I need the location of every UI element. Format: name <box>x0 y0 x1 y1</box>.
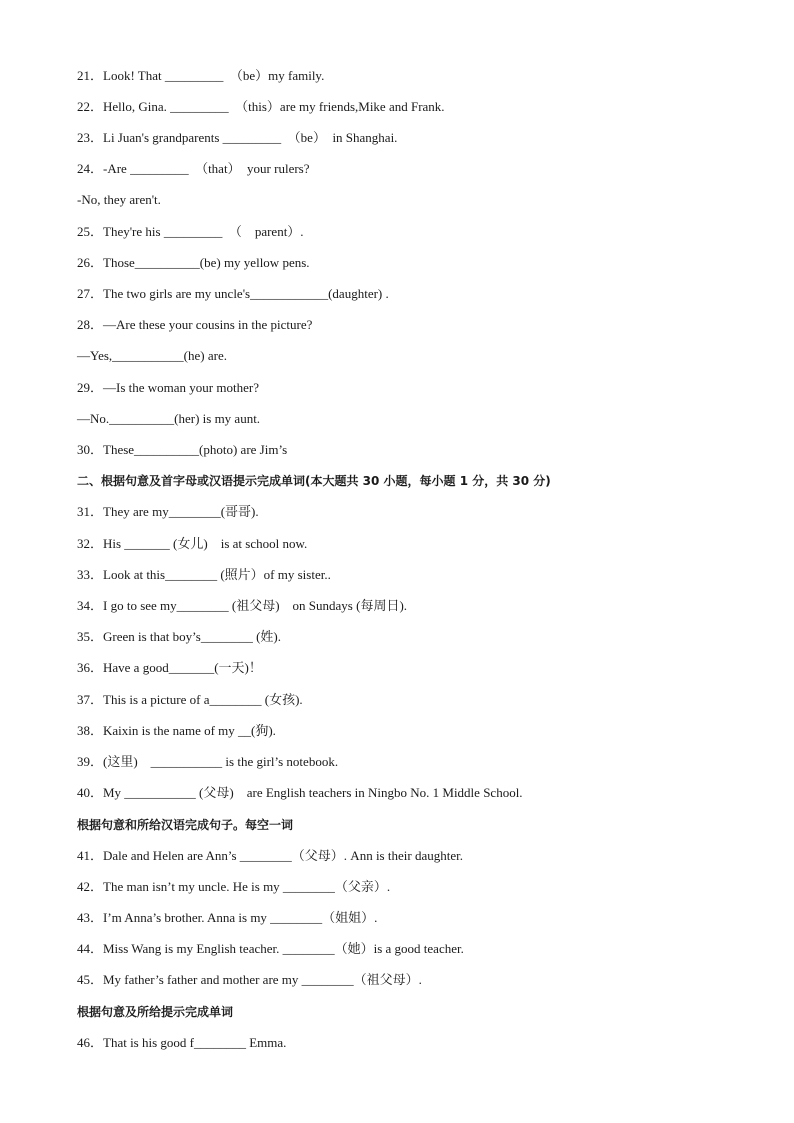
question-31: 31．They are my________(哥哥). <box>77 504 259 519</box>
question-32: 32．His _______ (女儿) is at school now. <box>77 536 308 551</box>
question-37: 37．This is a picture of a________ (女孩). <box>77 692 303 707</box>
question-24: 24．-Are _________ （that） your rulers? <box>77 161 310 176</box>
answer-24: -No, they aren't. <box>77 192 161 207</box>
question-45: 45．My father’s father and mother are my ________（祖父母）. <box>77 972 422 987</box>
section-heading-hints: 根据句意及所给提示完成单词 <box>77 1005 234 1019</box>
question-38: 38．Kaixin is the name of my __(狗). <box>77 723 276 738</box>
question-44: 44．Miss Wang is my English teacher. ________（她）is a good teacher. <box>77 941 464 956</box>
question-40: 40．My ___________ (父母) are English teachers in Ningbo No. 1 Middle School. <box>77 785 523 800</box>
question-33: 33．Look at this________ (照片）of my sister.. <box>77 567 331 582</box>
question-23: 23．Li Juan's grandparents _________ （be） in Shanghai. <box>77 130 398 145</box>
question-35: 35．Green is that boy’s________ (姓). <box>77 629 282 644</box>
question-43: 43．I’m Anna’s brother. Anna is my ________（姐姐）. <box>77 910 378 925</box>
question-42: 42．The man isn’t my uncle. He is my ________（父亲）. <box>77 879 391 894</box>
question-27: 27．The two girls are my uncle's____________(daughter) . <box>77 286 389 301</box>
question-39: 39．(这里) ___________ is the girl’s notebook. <box>77 754 339 769</box>
question-30: 30．These__________(photo) are Jim’s <box>77 442 288 457</box>
answer-28: —Yes,___________(he) are. <box>77 348 227 363</box>
question-34: 34．I go to see my________ (祖父母) on Sundays (每周日). <box>77 598 408 613</box>
question-28: 28．—Are these your cousins in the picture? <box>77 317 313 332</box>
question-41: 41．Dale and Helen are Ann’s ________（父母）. Ann is their daughter. <box>77 848 463 863</box>
section-heading-2: 二、根据句意及首字母或汉语提示完成单词(本大题共 30 小题，每小题 1 分，共 30 分) <box>77 474 551 488</box>
answer-29: —No.__________(her) is my aunt. <box>77 411 261 426</box>
question-29: 29．—Is the woman your mother? <box>77 380 259 395</box>
question-36: 36．Have a good_______(一天)！ <box>77 660 262 675</box>
question-26: 26．Those__________(be) my yellow pens. <box>77 255 310 270</box>
question-25: 25．They're his _________ （ parent）. <box>77 224 304 239</box>
section-heading-translate: 根据句意和所给汉语完成句子。每空一词 <box>77 818 294 832</box>
question-21: 21．Look! That _________ （be）my family. <box>77 68 325 83</box>
question-22: 22．Hello, Gina. _________ （this）are my friends,Mike and Frank. <box>77 99 445 114</box>
question-46: 46．That is his good f________ Emma. <box>77 1035 287 1050</box>
